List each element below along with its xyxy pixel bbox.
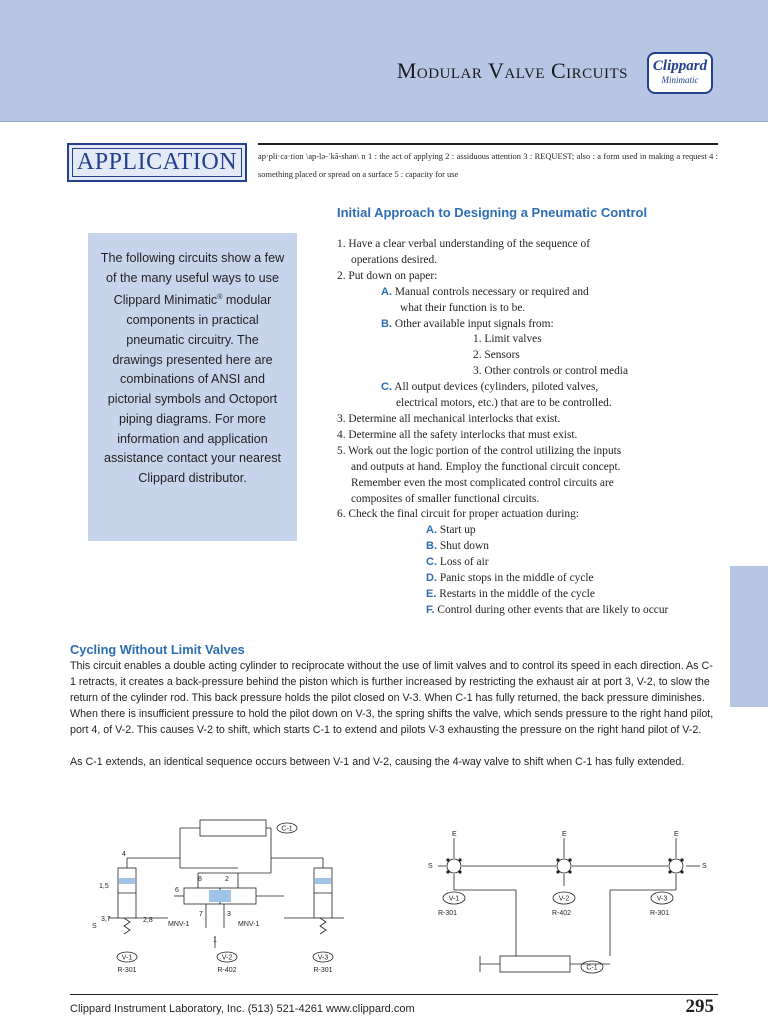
step-5: 5. Work out the logic portion of the control utilizing the inputs: [337, 444, 622, 457]
footer-rule: [70, 994, 718, 995]
diagram-right-exhaust-v1: E: [452, 831, 457, 838]
step-2c-letter: C.: [381, 381, 392, 394]
cycling-heading: Cycling Without Limit Valves: [70, 642, 245, 657]
diagram-right-v2-part: R-402: [552, 910, 572, 917]
step-5-cont-1: and outputs at hand. Employ the functional circuit concept.: [351, 460, 621, 473]
step-2: 2. Put down on paper:: [337, 269, 438, 282]
application-label: APPLICATION: [76, 149, 238, 175]
diagram-left-v2-part: R-402: [217, 967, 237, 974]
step-2b: [337, 317, 737, 333]
octoport-piping-diagram: [418, 830, 718, 980]
diagram-left-v1-part: R-301: [117, 967, 137, 974]
check-b: [337, 539, 737, 555]
cycling-body: [70, 659, 718, 770]
check-d-text: Panic stops in the middle of cycle: [439, 572, 594, 585]
diagram-right-v1-label: V-1: [448, 895, 460, 903]
check-e-letter: E.: [426, 587, 437, 600]
diagram-left-port-37: 3,7: [101, 916, 111, 923]
step-2b-sub-1: 1. Limit valves: [473, 333, 542, 346]
diagram-right-exhaust-v3: E: [674, 831, 679, 838]
check-c: [337, 555, 737, 571]
step-2a: [337, 285, 737, 301]
check-c-letter: C.: [426, 556, 437, 569]
definition-rule: [258, 143, 718, 145]
logo-wordmark: Clippard: [652, 58, 708, 74]
cylinder-c1-body: [200, 820, 266, 836]
logo-subtitle: Minimatic: [661, 75, 699, 85]
step-2b-sub-3: 3. Other controls or control media: [473, 365, 628, 378]
diagram-left-port-4: 4: [122, 851, 126, 858]
v3-pilot-highlight: [315, 878, 331, 884]
step-1-cont: operations desired.: [351, 253, 438, 266]
diagram-left-port-3: 3: [227, 911, 231, 918]
intro-sidebar: [88, 233, 297, 541]
diagram-left-port-7: 7: [199, 911, 203, 918]
step-2b-text: Other available input signals from:: [394, 317, 554, 330]
check-e: [337, 587, 737, 603]
v1-pilot-highlight: [119, 878, 135, 884]
clippard-logo: [647, 52, 713, 94]
v2-spool-highlight: [209, 890, 231, 902]
application-label-box: [67, 143, 247, 182]
diagram-right-supply-v1: S: [428, 863, 433, 870]
check-a: [337, 523, 737, 539]
diagram-right-v2-label: V-2: [558, 895, 570, 903]
step-4: 4. Determine all the safety interlocks that must exist.: [337, 428, 578, 441]
application-definition: ap·pli·ca·tion \ap-lə-ˈkā-shən\ n 1 : the act of applying 2 : assiduous attention 3 : REQUEST; also : a form used in making a request 4 : something placed or spread on a surface 5 : capacity for use: [258, 152, 718, 179]
step-3: 3. Determine all mechanical interlocks that exist.: [337, 412, 561, 425]
step-2a-cont: what their function is to be.: [400, 301, 526, 314]
cycling-paragraph-2: As C-1 extends, an identical sequence occurs between V-1 and V-2, causing the 4-way valve to shift when C-1 has fully extended.: [70, 755, 685, 768]
diagram-right-exhaust-v2: E: [562, 831, 567, 838]
diagram-left-mnv-right: MNV-1: [238, 921, 260, 928]
step-2a-text: Manual controls necessary or required and: [394, 285, 589, 298]
step-5-cont-2: Remember even the most complicated control circuits are: [351, 476, 614, 489]
diagram-left-c1-label: C-1: [281, 825, 293, 833]
diagram-left-port-2: 2: [225, 876, 229, 883]
step-2c-text: All output devices (cylinders, piloted valves,: [394, 381, 599, 394]
diagram-left-v1-label: V-1: [121, 954, 133, 962]
diagram-right-v3-label: V-3: [656, 895, 668, 903]
step-2b-sub-2: 2. Sensors: [473, 349, 520, 362]
registered-mark: ®: [217, 294, 223, 302]
diagram-left-v3-part: R-301: [313, 967, 333, 974]
section-tab: [730, 566, 768, 707]
step-2c-cont: electrical motors, etc.) that are to be controlled.: [396, 397, 612, 410]
diagram-left-mnv-left: MNV-1: [168, 921, 190, 928]
approach-steps: [337, 237, 737, 619]
page-number: 295: [685, 996, 714, 1017]
check-f: [337, 603, 737, 619]
check-f-text: Control during other events that are likely to occur: [437, 603, 669, 616]
approach-heading: Initial Approach to Designing a Pneumatic Control: [337, 205, 648, 220]
check-b-letter: B.: [426, 540, 437, 553]
step-2b-letter: B.: [381, 317, 392, 330]
intro-text-start: The following circuits show a few of the many useful ways to use Clippard Minimatic: [100, 251, 285, 308]
step-6: 6. Check the final circuit for proper actuation during:: [337, 508, 579, 521]
step-5-cont-3: composites of smaller functional circuits.: [351, 492, 540, 505]
diagram-left-port-1: 1: [213, 937, 217, 944]
step-2c: [337, 380, 737, 396]
check-f-letter: F.: [426, 603, 435, 616]
diagram-left-port-15: 1,5: [99, 883, 109, 890]
check-a-text: Start up: [439, 524, 476, 537]
step-1: 1. Have a clear verbal understanding of the sequence of: [337, 238, 591, 250]
check-b-text: Shut down: [439, 540, 489, 553]
footer-contact: Clippard Instrument Laboratory, Inc. (513) 521-4261 www.clippard.com: [70, 1003, 415, 1015]
diagram-left-v2-label: V-2: [221, 954, 233, 962]
right-cylinder-body: [500, 956, 570, 972]
check-d-letter: D.: [426, 572, 437, 585]
diagram-right-c1-label: C-1: [586, 964, 598, 972]
check-a-letter: A.: [426, 524, 437, 537]
page-title: Modular Valve Circuits: [396, 58, 628, 83]
intro-text-end: modular components in practical pneumatic circuitry. The drawings presented here are combinations of ANSI and pictorial symbols and Octoport piping diagrams. For more information and application assistance contact your nearest Clippard distributor.: [103, 293, 282, 485]
diagram-left-port-28: 2,8: [143, 917, 153, 924]
diagram-left-port-6: 6: [175, 887, 179, 894]
diagram-left-supply: S: [92, 923, 97, 930]
diagram-right-supply-v3: S: [702, 863, 707, 870]
diagram-right-v3-part: R-301: [650, 910, 670, 917]
ansi-circuit-diagram: [88, 818, 368, 978]
check-c-text: Loss of air: [439, 556, 489, 569]
diagram-left-port-8: 8: [198, 876, 202, 883]
check-e-text: Restarts in the middle of the cycle: [439, 587, 595, 600]
cycling-paragraph-1: This circuit enables a double acting cylinder to reciprocate without the use of limit valves and to control its speed in each direction. As C-1 retracts, it creates a back-pressure behind the piston which is further increased by restricting the exhaust air at port 3, V-2, to slow the return of the cylinder rod. This back pressure holds the pilot closed on V-3. When C-1 has fully returned, the back pressure diminishes. When there is insufficient pressure to hold the pilot down on V-3, the spring shifts the valve, which sends pressure to the right hand pilot, port 4, of V-2. This causes V-2 to shift, which starts C-1 to extend and pilots V-3 exhausting the pressure on the right hand pilot of V-2.: [70, 660, 714, 736]
diagram-left-v3-label: V-3: [317, 954, 329, 962]
diagram-right-v1-part: R-301: [438, 910, 458, 917]
step-2a-letter: A.: [381, 285, 392, 298]
intro-text: [100, 249, 285, 489]
check-d: [337, 571, 737, 587]
